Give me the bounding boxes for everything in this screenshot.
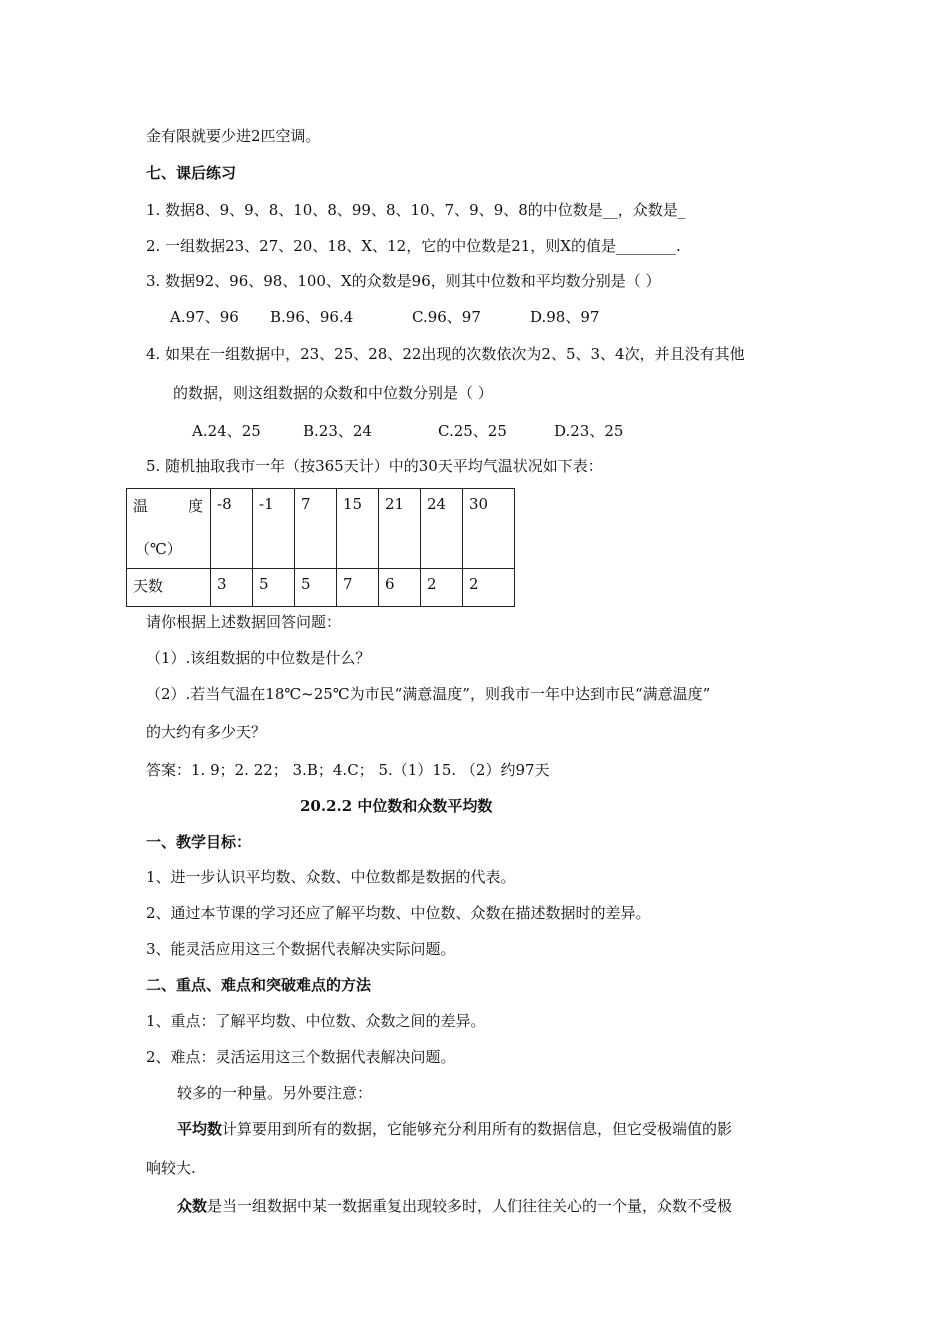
lesson-title: 20.2.2 中位数和众数平均数 bbox=[300, 797, 493, 815]
temperature-row bbox=[127, 489, 515, 569]
q4-option-d: D.23、25 bbox=[554, 422, 624, 440]
temp-cell: 7 bbox=[295, 489, 337, 569]
mean-term: 平均数 bbox=[177, 1120, 223, 1138]
exercise-q4-line1: 4. 如果在一组数据中，23、25、28、22出现的次数依次为2、5、3、4次，并且没有其他 bbox=[146, 345, 745, 363]
days-row bbox=[127, 569, 515, 607]
q3-option-a: A.97、96 bbox=[170, 308, 239, 326]
table-prompt: 请你根据上述数据回答问题： bbox=[146, 613, 342, 631]
exercise-q3: 3. 数据92、96、98、100、X的众数是96，则其中位数和平均数分别是（ ） bbox=[146, 272, 661, 290]
goal-3: 3、能灵活应用这三个数据代表解决实际问题。 bbox=[146, 940, 456, 958]
mean-paragraph-line1 bbox=[177, 1119, 732, 1139]
question-sub2-line2: 的大约有多少天？ bbox=[146, 723, 267, 741]
days-cell: 2 bbox=[463, 569, 515, 607]
q4-option-a: A.24、25 bbox=[192, 422, 261, 440]
mean-text: 计算要用到所有的数据，它能够充分利用所有的数据信息，但它受极端值的影 bbox=[222, 1120, 733, 1138]
q3-option-b: B.96、96.4 bbox=[270, 308, 354, 326]
q3-option-d: D.98、97 bbox=[530, 308, 600, 326]
mode-term: 众数 bbox=[177, 1197, 208, 1215]
key-point-2: 2、难点：灵活运用这三个数据代表解决问题。 bbox=[146, 1048, 456, 1066]
days-cell: 7 bbox=[337, 569, 379, 607]
section-1-heading: 一、教学目标： bbox=[146, 833, 252, 851]
temperature-label-a: 温 bbox=[133, 497, 149, 515]
question-sub2-line1: （2）.若当气温在18℃~25℃为市民“满意温度”，则我市一年中达到市民“满意温度” bbox=[146, 685, 711, 703]
mean-paragraph-line2: 响较大. bbox=[146, 1159, 196, 1177]
temp-cell: -8 bbox=[211, 489, 253, 569]
temperature-table bbox=[126, 488, 515, 607]
exercise-q5: 5. 随机抽取我市一年（按365天计）中的30天平均气温状况如下表： bbox=[146, 457, 603, 475]
temp-cell: 24 bbox=[421, 489, 463, 569]
exercise-q1: 1. 数据8、9、9、8、10、8、99、8、10、7、9、9、8的中位数是__，众数是_ bbox=[146, 201, 686, 219]
q4-option-c: C.25、25 bbox=[438, 422, 507, 440]
q4-option-b: B.23、24 bbox=[303, 422, 372, 440]
mode-paragraph-line1 bbox=[177, 1196, 732, 1216]
days-cell: 5 bbox=[253, 569, 295, 607]
goal-1: 1、进一步认识平均数、众数、中位数都是数据的代表。 bbox=[146, 868, 516, 886]
temp-cell: 21 bbox=[379, 489, 421, 569]
key-point-1: 1、重点：了解平均数、中位数、众数之间的差异。 bbox=[146, 1012, 486, 1030]
note-line: 较多的一种量。另外要注意： bbox=[177, 1084, 373, 1102]
goal-2: 2、通过本节课的学习还应了解平均数、中位数、众数在描述数据时的差异。 bbox=[146, 904, 651, 922]
days-cell: 6 bbox=[379, 569, 421, 607]
days-cell: 2 bbox=[421, 569, 463, 607]
answer-line: 答案：1. 9；2. 22； 3.B；4.C； 5.（1）15. （2）约97天 bbox=[146, 761, 550, 779]
exercise-q4-line2: 的数据，则这组数据的众数和中位数分别是（ ） bbox=[173, 384, 493, 402]
section-2-heading: 二、重点、难点和突破难点的方法 bbox=[146, 976, 372, 994]
temp-cell: -1 bbox=[253, 489, 295, 569]
temperature-unit: （℃） bbox=[135, 540, 182, 558]
mode-text: 是当一组数据中某一数据重复出现较多时，人们往往关心的一个量，众数不受极 bbox=[207, 1197, 733, 1215]
question-sub1: （1）.该组数据的中位数是什么？ bbox=[146, 649, 371, 667]
top-line: 金有限就要少进2匹空调。 bbox=[146, 127, 321, 145]
exercise-q2: 2. 一组数据23、27、20、18、X、12，它的中位数是21，则X的值是________. bbox=[146, 237, 681, 255]
temperature-header-cell bbox=[127, 489, 211, 569]
days-cell: 5 bbox=[295, 569, 337, 607]
section-7-heading: 七、课后练习 bbox=[146, 164, 237, 182]
days-cell: 3 bbox=[211, 569, 253, 607]
q3-option-c: C.96、97 bbox=[412, 308, 481, 326]
temp-cell: 15 bbox=[337, 489, 379, 569]
temperature-label-b: 度 bbox=[187, 497, 203, 515]
days-label-cell: 天数 bbox=[127, 569, 211, 607]
temp-cell: 30 bbox=[463, 489, 515, 569]
